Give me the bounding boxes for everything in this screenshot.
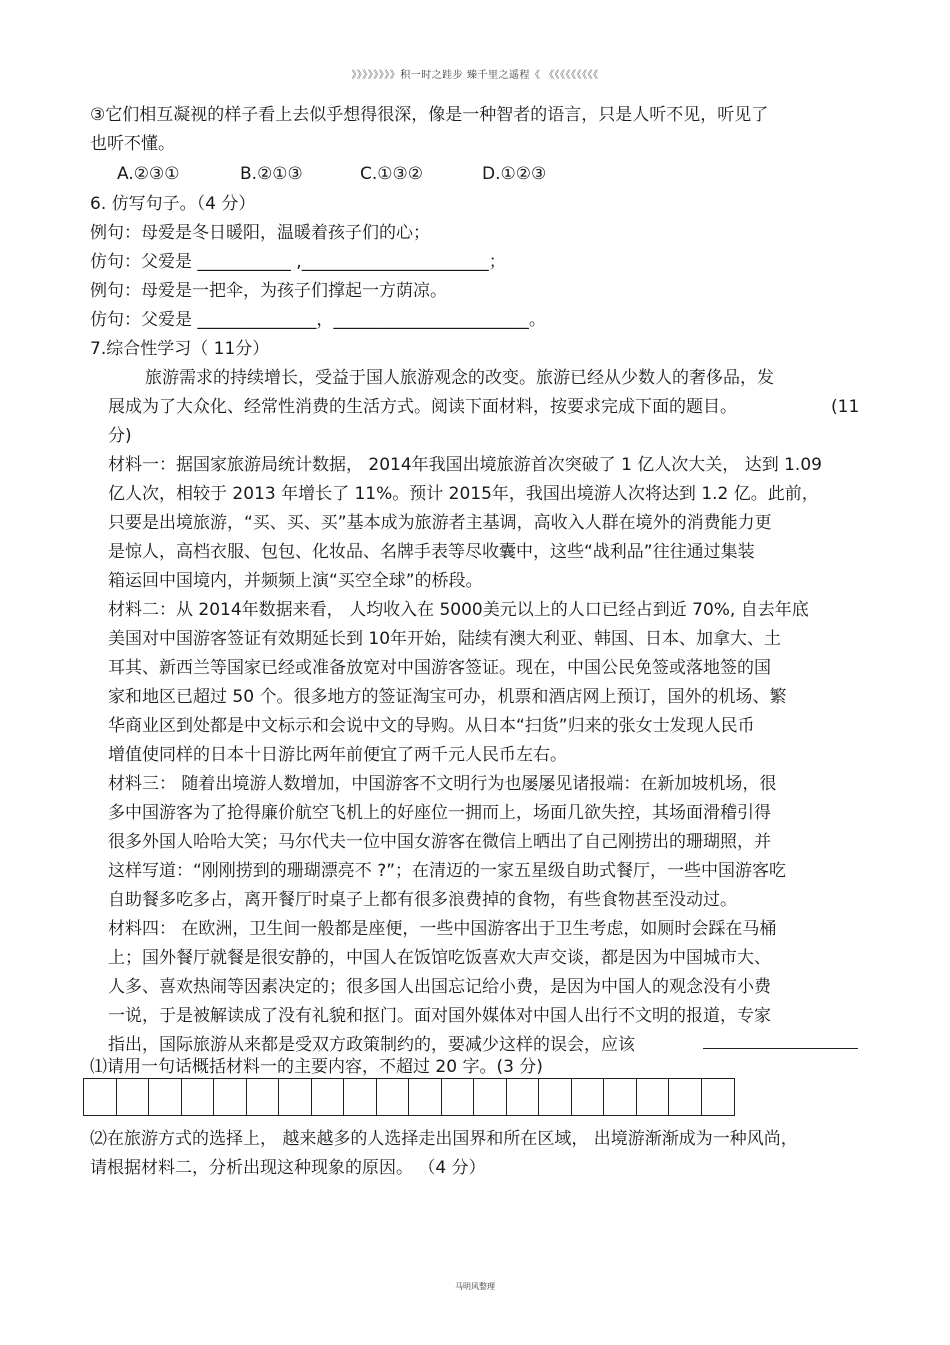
q6-imitate1: 仿句：父爱是 ___________ ,______________________；	[90, 252, 506, 272]
q7-intro-score: (11	[831, 397, 860, 417]
q7-intro-line3: 分)	[108, 426, 132, 446]
grid-cell[interactable]	[572, 1079, 605, 1115]
material2-line4: 家和地区已超过 50 个。很多地方的签证淘宝可办，机票和酒店网上预订，国外的机场、繁	[108, 687, 787, 707]
q7-intro-line1: 旅游需求的持续增长，受益于国人旅游观念的改变。旅游已经从少数人的奢侈品，发	[145, 368, 774, 388]
material2-line6: 增值使同样的日本十日游比两年前便宜了两千元人民币左右。	[108, 745, 567, 765]
choice-b: B.②①③	[240, 164, 303, 184]
grid-cell[interactable]	[702, 1079, 735, 1115]
q7-title: 7.综合性学习（ 11分）	[90, 339, 270, 359]
material3-line4: 这样写道：“刚刚捞到的珊瑚漂亮不 ?”；在清迈的一家五星级自助式餐厅，一些中国游客吃	[108, 861, 787, 881]
material2-line3: 耳其、新西兰等国家已经或准备放宽对中国游客签证。现在，中国公民免签或落地签的国	[108, 658, 771, 678]
grid-cell[interactable]	[637, 1079, 670, 1115]
q6-example1: 例句：母爱是冬日暖阳，温暖着孩子们的心；	[90, 223, 430, 243]
grid-cell[interactable]	[84, 1079, 117, 1115]
material4-line4: 一说，于是被解读成了没有礼貌和抠门。面对国外媒体对中国人出行不文明的报道，专家	[108, 1006, 771, 1026]
answer-grid[interactable]	[83, 1078, 735, 1116]
grid-cell[interactable]	[377, 1079, 410, 1115]
grid-cell[interactable]	[442, 1079, 475, 1115]
page-header: 》》》》》》》》积一时之跬步 臻千里之遥程《 《《《《《《《《《	[351, 70, 599, 81]
grid-cell[interactable]	[539, 1079, 572, 1115]
choice-d: D.①②③	[482, 164, 547, 184]
grid-cell[interactable]	[279, 1079, 312, 1115]
material1-line1: 材料一：据国家旅游局统计数据， 2014年我国出境旅游首次突破了 1 亿人次大关， 达到 1.09	[108, 455, 822, 475]
material2-line1: 材料二：从 2014年数据来看， 人均收入在 5000美元以上的人口已经占到近 70%, 自去年底	[108, 600, 809, 620]
grid-cell[interactable]	[604, 1079, 637, 1115]
material3-line3: 很多外国人哈哈大笑；马尔代夫一位中国女游客在微信上晒出了自己刚捞出的珊瑚照，并	[108, 832, 771, 852]
q7-intro-line2: 展成为了大众化、经常性消费的生活方式。阅读下面材料，按要求完成下面的题目。	[108, 397, 737, 417]
grid-cell[interactable]	[474, 1079, 507, 1115]
grid-cell[interactable]	[214, 1079, 247, 1115]
q6-example2: 例句：母爱是一把伞，为孩子们撑起一方荫凉。	[90, 281, 447, 301]
sub-question-2-line2: 请根据材料二，分析出现这种现象的原因。 （4 分）	[90, 1158, 486, 1178]
grid-cell[interactable]	[247, 1079, 280, 1115]
page-footer: 马明风整理	[455, 1282, 495, 1291]
grid-cell[interactable]	[312, 1079, 345, 1115]
grid-cell[interactable]	[344, 1079, 377, 1115]
grid-cell[interactable]	[149, 1079, 182, 1115]
sub-question-1: ⑴请用一句话概括材料一的主要内容，不超过 20 字。(3 分)	[90, 1057, 543, 1077]
material4-line3: 人多、喜欢热闹等因素决定的；很多国人出国忘记给小费，是因为中国人的观念没有小费	[108, 977, 771, 997]
grid-cell[interactable]	[182, 1079, 215, 1115]
grid-cell[interactable]	[117, 1079, 150, 1115]
option-item-3-line2: 也听不懂。	[90, 134, 175, 154]
material2-line5: 华商业区到处都是中文标示和会说中文的导购。从日本“扫货”归来的张女士发现人民币	[108, 716, 755, 736]
material3-line2: 多中国游客为了抢得廉价航空飞机上的好座位一拥而上，场面几欲失控，其场面滑稽引得	[108, 803, 771, 823]
material1-line5: 箱运回中国境内，并频频上演“买空全球”的桥段。	[108, 571, 483, 591]
answer-blank-line[interactable]	[703, 1048, 858, 1049]
option-item-3-line1: ③它们相互凝视的样子看上去似乎想得很深，像是一种智者的语言，只是人听不见，听见了	[90, 105, 769, 125]
material3-line1: 材料三： 随着出境游人数增加，中国游客不文明行为也屡屡见诸报端：在新加坡机场，很	[108, 774, 777, 794]
material1-line2: 亿人次，相较于 2013 年增长了 11%。预计 2015年，我国出境游人次将达到 1.2 亿。此前，	[108, 484, 819, 504]
material1-line3: 只要是出境旅游，“买、买、买”基本成为旅游者主基调，高收入人群在境外的消费能力更	[108, 513, 772, 533]
material1-line4: 是惊人，高档衣服、包包、化妆品、名牌手表等尽收囊中，这些“战利品”往往通过集装	[108, 542, 755, 562]
sub-question-2-line1: ⑵在旅游方式的选择上， 越来越多的人选择走出国界和所在区域， 出境游渐渐成为一种风尚，	[90, 1129, 798, 1149]
material2-line2: 美国对中国游客签证有效期延长到 10年开始，陆续有澳大利亚、韩国、日本、加拿大、土	[108, 629, 782, 649]
material4-line5: 指出，国际旅游从来都是受双方政策制约的，要减少这样的误会，应该	[108, 1035, 635, 1055]
choice-a: A.②③①	[117, 164, 180, 184]
choice-c: C.①③②	[360, 164, 423, 184]
q6-title: 6. 仿写句子。（4 分）	[90, 194, 256, 214]
material4-line2: 上；国外餐厅就餐是很安静的，中国人在饭馆吃饭喜欢大声交谈，都是因为中国城市大、	[108, 948, 771, 968]
grid-cell[interactable]	[669, 1079, 702, 1115]
material4-line1: 材料四： 在欧洲，卫生间一般都是座便，一些中国游客出于卫生考虑，如厕时会踩在马桶	[108, 919, 777, 939]
grid-cell[interactable]	[507, 1079, 540, 1115]
grid-cell[interactable]	[409, 1079, 442, 1115]
q6-imitate2: 仿句：父爱是 ______________，_______________________。	[90, 310, 546, 330]
material3-line5: 自助餐多吃多占，离开餐厅时桌子上都有很多浪费掉的食物，有些食物甚至没动过。	[108, 890, 737, 910]
